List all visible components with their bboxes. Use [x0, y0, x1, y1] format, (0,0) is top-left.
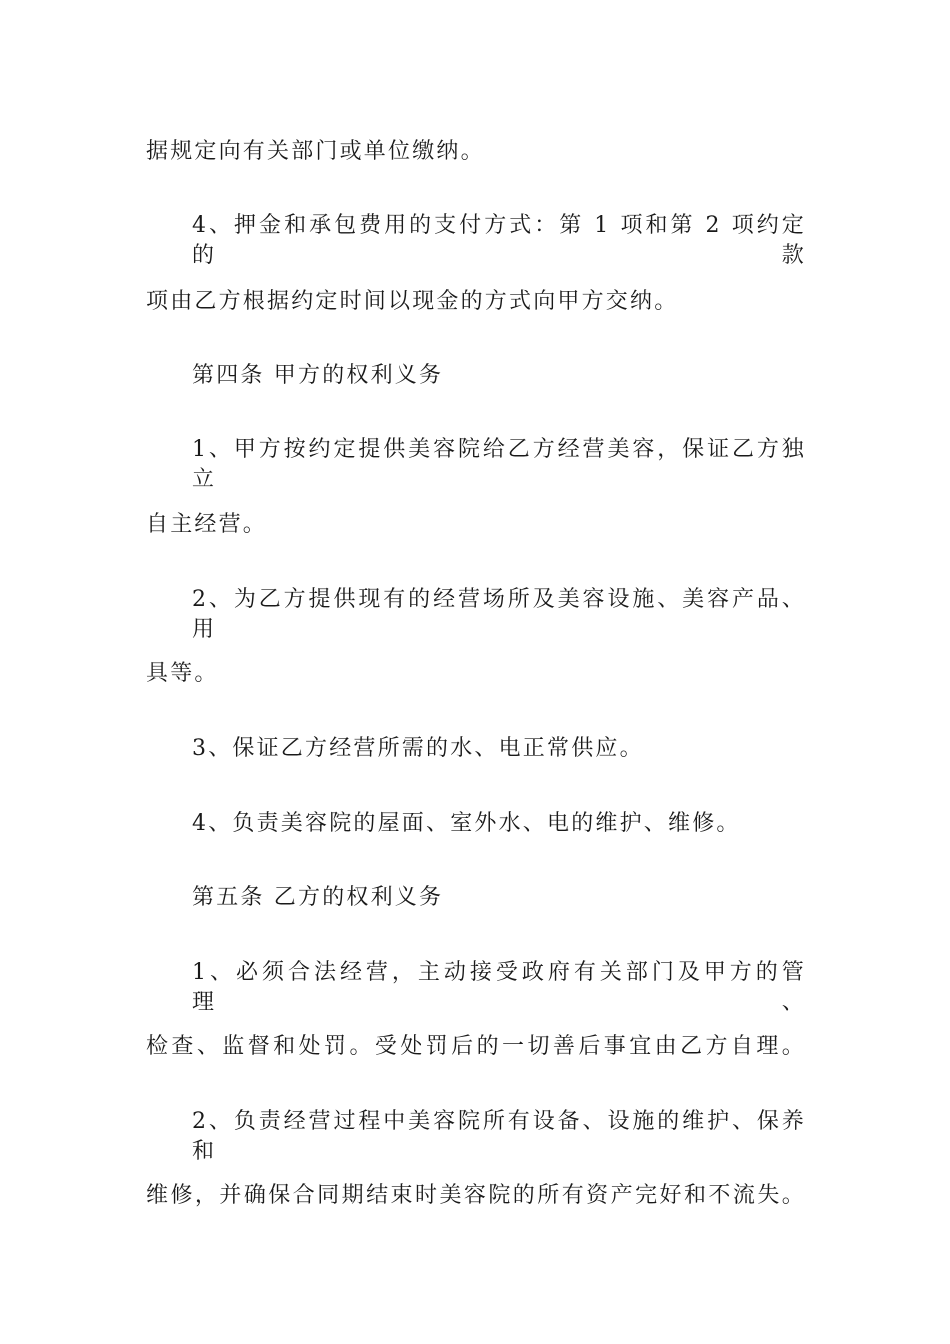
paragraph-line: 4、负责美容院的屋面、室外水、电的维护、维修。 — [192, 811, 741, 836]
paragraph-line: 3、保证乙方经营所需的水、电正常供应。 — [192, 736, 644, 761]
paragraph-line: 项由乙方根据约定时间以现金的方式向甲方交纳。 — [146, 289, 679, 314]
paragraph-line: 据规定向有关部门或单位缴纳。 — [146, 139, 485, 164]
paragraph-line: 具等。 — [146, 661, 219, 686]
paragraph-line: 2、负责经营过程中美容院所有设备、设施的维护、保养和 — [192, 1109, 806, 1164]
section-heading: 第五条 乙方的权利义务 — [192, 885, 444, 910]
paragraph-line: 1、甲方按约定提供美容院给乙方经营美容，保证乙方独立 — [192, 437, 806, 492]
paragraph-line: 4、押金和承包费用的支付方式：第 1 项和第 2 项约定的款 — [192, 213, 806, 268]
paragraph-line: 维修，并确保合同期结束时美容院的所有资产完好和不流失。 — [146, 1183, 806, 1208]
paragraph-line: 1、必须合法经营，主动接受政府有关部门及甲方的管理、 — [192, 960, 806, 1015]
section-heading: 第四条 甲方的权利义务 — [192, 363, 444, 388]
paragraph-line: 2、为乙方提供现有的经营场所及美容设施、美容产品、用 — [192, 587, 806, 642]
paragraph-line: 检查、监督和处罚。受处罚后的一切善后事宜由乙方自理。 — [146, 1034, 806, 1059]
paragraph-line: 自主经营。 — [146, 512, 268, 537]
